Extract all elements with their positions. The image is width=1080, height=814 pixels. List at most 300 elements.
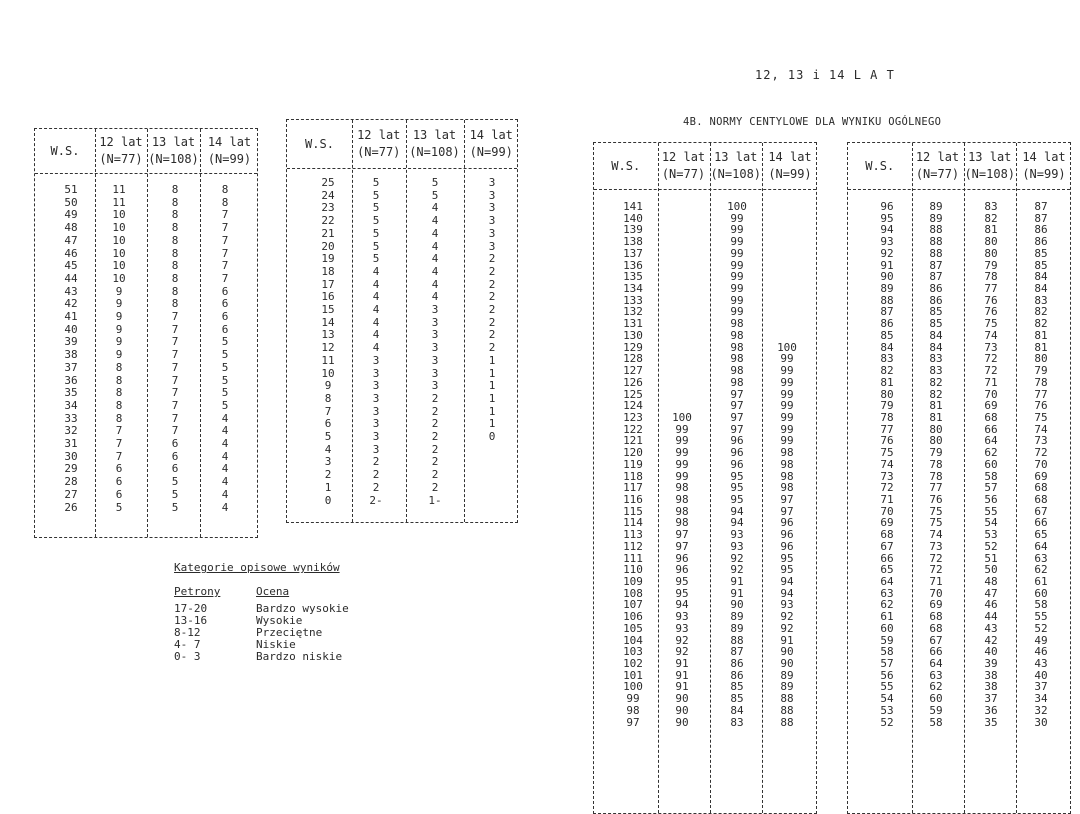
cell-value: 2 <box>372 480 380 494</box>
cell-value: 136 <box>623 258 643 272</box>
cell-value: 75 <box>984 317 998 331</box>
cell-value: 56 <box>880 668 894 682</box>
cell-value: 72 <box>984 364 998 378</box>
cell-value: 83 <box>929 352 943 366</box>
cell-value: 78 <box>984 270 998 284</box>
cell-value: 74 <box>929 528 943 542</box>
cell-value: 63 <box>929 668 943 682</box>
header-label: 12 lat <box>99 135 143 149</box>
cell-value: 92 <box>675 633 689 647</box>
cell-value: 8 <box>115 386 123 400</box>
cell-value: 1 <box>488 366 496 380</box>
cell-value: 7 <box>115 424 123 438</box>
column-divider <box>762 143 763 813</box>
cell-value: 99 <box>675 446 689 460</box>
age-14-column <box>208 184 242 514</box>
cell-value: 72 <box>1034 446 1048 460</box>
cell-value: 32 <box>64 424 78 438</box>
cell-value: 94 <box>780 575 794 588</box>
cell-value: 108 <box>623 586 643 600</box>
cell-value: 127 <box>623 364 643 378</box>
cell-value: 55 <box>984 504 998 518</box>
cell-value: 102 <box>623 657 643 671</box>
header-label: (N=99) <box>469 145 513 159</box>
cell-value: 9 <box>324 379 332 393</box>
cell-value: 3 <box>488 214 496 228</box>
cell-value: 58 <box>880 645 894 659</box>
header-label: W.S. <box>50 143 80 158</box>
cell-value: 79 <box>984 258 998 272</box>
cell-value: 0 <box>488 430 496 444</box>
cell-value: 10 <box>112 233 126 247</box>
cell-value: 85 <box>1034 246 1048 260</box>
cell-value: 77 <box>880 422 894 436</box>
age-13-header <box>964 143 1017 189</box>
cell-value: 96 <box>730 457 744 471</box>
cell-value <box>784 283 791 295</box>
cell-value: 132 <box>623 305 643 319</box>
cell-value: 3 <box>431 303 439 317</box>
cell-value: 84 <box>880 340 894 354</box>
cell-value: 8 <box>171 259 179 273</box>
cell-value: 88 <box>780 703 794 717</box>
cell-value: 4 <box>431 214 439 228</box>
cell-value: 2 <box>431 442 439 456</box>
cell-value: 99 <box>675 469 689 483</box>
cell-value: 98 <box>626 703 640 717</box>
cell-value: 5 <box>372 214 380 228</box>
cell-value: 88 <box>929 223 943 237</box>
cell-value: 8 <box>115 360 123 374</box>
cell-value: 1 <box>324 480 332 494</box>
cell-value: 125 <box>623 387 643 401</box>
cell-value: 8 <box>171 208 179 222</box>
cell-value: 92 <box>880 246 894 260</box>
cell-value: 13 <box>321 328 335 342</box>
cell-value: 139 <box>623 223 643 237</box>
cell-value: 2 <box>488 328 496 342</box>
cell-value: 4 <box>431 264 439 278</box>
cell-value: 97 <box>730 387 744 401</box>
cell-value: 8 <box>171 195 179 209</box>
cell-value: 2 <box>488 252 496 266</box>
cell-value: 8 <box>171 297 179 311</box>
cell-value: 5 <box>431 176 439 189</box>
cell-value: 69 <box>1034 469 1048 483</box>
cell-value: 99 <box>730 223 744 237</box>
cell-value: 97 <box>675 539 689 553</box>
cell-value: 99 <box>780 352 794 366</box>
cell-value <box>784 330 791 342</box>
header-label: 13 lat <box>412 128 457 142</box>
cell-value: 40 <box>984 645 998 659</box>
cell-value: 83 <box>880 352 894 366</box>
cell-value: 88 <box>929 246 943 260</box>
cell-value: 7 <box>221 271 229 285</box>
cell-value: 97 <box>730 399 744 413</box>
cell-value: 9 <box>115 284 123 298</box>
cell-value: 50 <box>64 195 78 209</box>
cell-value: 90 <box>675 703 689 717</box>
cell-value: 89 <box>730 610 744 624</box>
cell-value: 2 <box>431 480 439 494</box>
cell-value: 68 <box>929 621 943 635</box>
cell-value: 49 <box>1034 633 1048 647</box>
cell-value: 8 <box>115 398 123 412</box>
cell-value: 26 <box>64 500 78 514</box>
cell-value: 114 <box>623 516 643 530</box>
cell-value <box>784 248 791 260</box>
cell-value: 81 <box>880 375 894 389</box>
cell-value: 98 <box>730 317 744 331</box>
cell-value: 131 <box>623 317 643 331</box>
cell-value: 7 <box>115 437 123 451</box>
cell-value: 92 <box>780 610 794 624</box>
cell-value: 68 <box>1034 492 1048 506</box>
cell-value: 73 <box>929 539 943 553</box>
cell-value: 64 <box>880 575 894 588</box>
cell-value: 95 <box>675 586 689 600</box>
cell-value: 88 <box>730 633 744 647</box>
category-points: 13-16 <box>174 614 208 627</box>
cell-value: 5 <box>171 487 179 501</box>
cell-value: 93 <box>675 621 689 635</box>
cell-value: 50 <box>984 563 998 577</box>
cell-value: 90 <box>780 645 794 659</box>
cell-value <box>679 330 686 342</box>
cell-value: 4 <box>431 201 439 215</box>
age-12-column <box>102 184 136 514</box>
cell-value: 4 <box>221 411 229 425</box>
ws-column <box>311 177 345 507</box>
cell-value: 2 <box>431 468 439 482</box>
cell-value: 2 <box>488 315 496 329</box>
cell-value: 91 <box>675 657 689 671</box>
cell-value: 72 <box>929 551 943 565</box>
cell-value: 92 <box>730 563 744 577</box>
cell-value: 2 <box>431 455 439 469</box>
cell-value: 71 <box>929 575 943 588</box>
cell-value: 7 <box>221 259 229 273</box>
cell-value: 95 <box>730 481 744 495</box>
cell-value: 99 <box>730 305 744 319</box>
cell-value: 86 <box>1034 223 1048 237</box>
cell-value: 61 <box>1034 575 1048 588</box>
cell-value <box>679 283 686 295</box>
cell-value: 8 <box>221 183 229 196</box>
category-points: 4- 7 <box>174 638 201 651</box>
cell-value: 8 <box>171 221 179 235</box>
cell-value: 3 <box>431 353 439 367</box>
cell-value: 78 <box>929 469 943 483</box>
cell-value: 89 <box>929 200 943 213</box>
cell-value: 71 <box>880 492 894 506</box>
cell-value: 4 <box>431 226 439 240</box>
cell-value: 1 <box>488 404 496 418</box>
cell-value: 68 <box>880 528 894 542</box>
cell-value: 81 <box>1034 328 1048 342</box>
cell-value: 91 <box>730 575 744 588</box>
column-divider <box>710 143 711 813</box>
cell-value: 70 <box>1034 457 1048 471</box>
cell-value: 9 <box>115 322 123 336</box>
cell-value: 78 <box>880 410 894 424</box>
cell-value: 60 <box>984 457 998 471</box>
cell-value: 7 <box>324 404 332 418</box>
cell-value: 77 <box>984 282 998 296</box>
cell-value: 76 <box>1034 399 1048 413</box>
cell-value: 31 <box>64 437 78 451</box>
cell-value: 4 <box>221 475 229 489</box>
cell-value: 56 <box>984 492 998 506</box>
cell-value: 4 <box>372 315 380 329</box>
cell-value: 20 <box>321 239 335 253</box>
category-rating: Bardzo wysokie <box>256 602 349 615</box>
cell-value: 129 <box>623 340 643 354</box>
age-13-header <box>710 143 763 189</box>
cell-value: 30 <box>64 449 78 463</box>
cell-value: 57 <box>880 657 894 671</box>
cell-value: 99 <box>730 246 744 260</box>
cell-value: 96 <box>780 516 794 530</box>
cell-value: 5 <box>171 475 179 489</box>
cell-value: 135 <box>623 270 643 284</box>
cell-value: 66 <box>984 422 998 436</box>
cell-value: 74 <box>880 457 894 471</box>
column-divider <box>464 120 465 522</box>
cell-value: 62 <box>929 680 943 694</box>
cell-value: 120 <box>623 446 643 460</box>
cell-value: 4 <box>221 424 229 438</box>
cell-value: 81 <box>1034 340 1048 354</box>
age-13-header <box>406 120 464 168</box>
age-12-header <box>912 143 964 189</box>
cell-value: 8 <box>171 284 179 298</box>
cell-value: 48 <box>984 575 998 588</box>
cell-value: 64 <box>1034 539 1048 553</box>
table-header-row <box>594 143 816 190</box>
cell-value: 39 <box>984 657 998 671</box>
cell-value: 82 <box>880 364 894 378</box>
cell-value: 88 <box>780 692 794 706</box>
cell-value: 76 <box>880 434 894 448</box>
cell-value: 2 <box>488 277 496 291</box>
cell-value: 4 <box>372 277 380 291</box>
age-13-column <box>974 201 1008 728</box>
cell-value: 48 <box>64 221 78 235</box>
cell-value: 62 <box>1034 563 1048 577</box>
cell-value: 2 <box>372 455 380 469</box>
cell-value: 78 <box>1034 375 1048 389</box>
cell-value: 8 <box>115 411 123 425</box>
cell-value: 3 <box>431 379 439 393</box>
cell-value: 37 <box>64 360 78 374</box>
cell-value <box>679 201 686 213</box>
cell-value: 38 <box>984 668 998 682</box>
cell-value: 97 <box>730 410 744 424</box>
cell-value: 6 <box>221 310 229 324</box>
cell-value: 96 <box>780 528 794 542</box>
cell-value: 4 <box>372 290 380 304</box>
cell-value: 85 <box>929 317 943 331</box>
header-label: 14 lat <box>469 128 513 142</box>
cell-value: 98 <box>675 516 689 530</box>
cell-value: 41 <box>64 310 78 324</box>
cell-value: 7 <box>171 335 179 349</box>
cell-value: 82 <box>1034 317 1048 331</box>
norm-table-ws-51-26 <box>34 128 258 538</box>
cell-value: 78 <box>929 457 943 471</box>
cell-value: 3 <box>431 328 439 342</box>
cell-value: 12 <box>321 341 335 355</box>
cell-value: 10 <box>112 221 126 235</box>
cell-value: 0 <box>324 493 332 507</box>
header-label: (N=99) <box>1022 167 1066 181</box>
cell-value: 1 <box>488 379 496 393</box>
cell-value: 66 <box>1034 516 1048 530</box>
cell-value: 5 <box>324 430 332 444</box>
cell-value: 89 <box>780 668 794 682</box>
cell-value: 85 <box>880 328 894 342</box>
age-13-column <box>158 184 192 514</box>
cell-value: 95 <box>780 563 794 577</box>
cell-value: 66 <box>880 551 894 565</box>
cell-value: 141 <box>623 200 643 213</box>
cell-value: 52 <box>984 539 998 553</box>
cell-value: 83 <box>984 200 998 213</box>
cell-value: 109 <box>623 575 643 588</box>
cell-value: 111 <box>623 551 643 565</box>
cell-value: 80 <box>929 422 943 436</box>
cell-value: 86 <box>929 293 943 307</box>
cell-value: 3 <box>372 353 380 367</box>
ws-header <box>287 120 352 168</box>
cell-value: 69 <box>880 516 894 530</box>
cell-value: 7 <box>221 221 229 235</box>
cell-value: 87 <box>929 270 943 284</box>
cell-value: 98 <box>780 469 794 483</box>
cell-value: 23 <box>321 201 335 215</box>
cell-value: 90 <box>730 598 744 612</box>
cell-value: 75 <box>929 516 943 530</box>
header-label: (N=108) <box>409 145 460 159</box>
points-column-header: Petrony <box>174 585 221 598</box>
cell-value: 94 <box>880 223 894 237</box>
cell-value: 36 <box>984 703 998 717</box>
cell-value: 82 <box>984 211 998 225</box>
cell-value: 121 <box>623 434 643 448</box>
cell-value: 32 <box>1034 703 1048 717</box>
cell-value: 99 <box>780 375 794 389</box>
cell-value: 84 <box>1034 270 1048 284</box>
cell-value: 4 <box>324 442 332 456</box>
cell-value: 5 <box>171 500 179 514</box>
cell-value: 72 <box>929 563 943 577</box>
cell-value: 43 <box>1034 657 1048 671</box>
cell-value: 3 <box>372 391 380 405</box>
cell-value: 93 <box>675 610 689 624</box>
cell-value: 2 <box>431 417 439 431</box>
cell-value: 98 <box>780 446 794 460</box>
column-divider <box>964 143 965 813</box>
cell-value: 3 <box>431 315 439 329</box>
cell-value: 99 <box>780 387 794 401</box>
cell-value: 79 <box>1034 364 1048 378</box>
cell-value: 3 <box>372 366 380 380</box>
cell-value: 1 <box>488 417 496 431</box>
cell-value: 7 <box>171 310 179 324</box>
cell-value: 98 <box>730 364 744 378</box>
cell-value: 90 <box>880 270 894 284</box>
cell-value: 1- <box>428 493 442 507</box>
category-rating: Przeciętne <box>256 626 323 639</box>
cell-value: 4 <box>221 500 229 514</box>
cell-value: 90 <box>675 692 689 706</box>
cell-value: 73 <box>880 469 894 483</box>
cell-value: 97 <box>780 504 794 518</box>
cell-value: 95 <box>880 211 894 225</box>
cell-value: 98 <box>730 352 744 366</box>
header-label: (N=77) <box>357 145 401 159</box>
header-label: W.S. <box>305 136 334 151</box>
cell-value: 27 <box>64 487 78 501</box>
cell-value: 5 <box>372 188 380 202</box>
cell-value: 55 <box>1034 610 1048 624</box>
cell-value: 46 <box>984 598 998 612</box>
cell-value: 95 <box>730 469 744 483</box>
cell-value: 8 <box>171 271 179 285</box>
cell-value: 91 <box>730 586 744 600</box>
cell-value: 99 <box>780 434 794 448</box>
cell-value: 99 <box>730 293 744 307</box>
cell-value: 3 <box>372 379 380 393</box>
cell-value: 29 <box>64 462 78 476</box>
cell-value: 94 <box>675 598 689 612</box>
cell-value: 11 <box>112 195 126 209</box>
cell-value: 124 <box>623 399 643 413</box>
cell-value: 43 <box>64 284 78 298</box>
cell-value: 99 <box>730 270 744 284</box>
cell-value: 4 <box>221 462 229 476</box>
cell-value: 97 <box>730 422 744 436</box>
cell-value: 60 <box>880 621 894 635</box>
cell-value: 106 <box>623 610 643 624</box>
cell-value: 69 <box>929 598 943 612</box>
cell-value <box>679 248 686 260</box>
cell-value: 1 <box>488 391 496 405</box>
header-label: 12 lat <box>915 150 960 164</box>
cell-value: 16 <box>321 290 335 304</box>
cell-value: 100 <box>623 680 643 694</box>
cell-value: 76 <box>929 492 943 506</box>
cell-value: 44 <box>64 271 78 285</box>
cell-value: 3 <box>488 188 496 202</box>
age-14-header <box>762 143 818 189</box>
header-label: 12 lat <box>661 150 706 164</box>
cell-value: 98 <box>675 492 689 506</box>
cell-value: 4 <box>431 290 439 304</box>
cell-value: 72 <box>984 352 998 366</box>
column-divider <box>1016 143 1017 813</box>
cell-value: 35 <box>64 386 78 400</box>
cell-value: 128 <box>623 352 643 366</box>
cell-value: 44 <box>984 610 998 624</box>
cell-value: 112 <box>623 539 643 553</box>
age-13-header <box>147 129 200 173</box>
age-12-header <box>95 129 147 173</box>
cell-value: 138 <box>623 235 643 249</box>
cell-value: 2 <box>488 264 496 278</box>
